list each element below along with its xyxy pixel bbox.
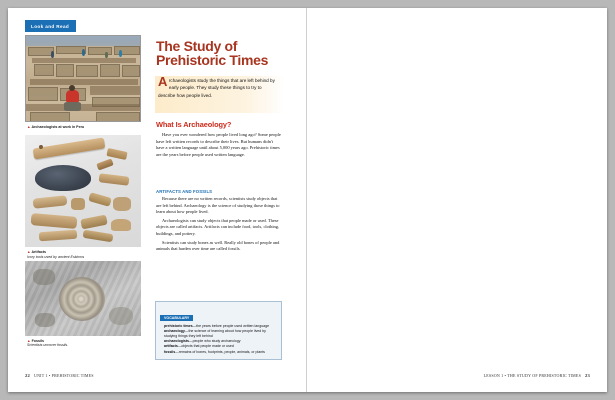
photo-archaeologists-peru bbox=[25, 35, 141, 122]
page-title: The Study of Prehistoric Times bbox=[156, 38, 269, 69]
paragraph: Because there are no written records, scientists study objects that are left behind. Archaeology is the science of studying those things to learn about how people lived. bbox=[156, 196, 280, 214]
vocabulary-item: artifacts—objects that people made or used bbox=[164, 344, 234, 349]
footer-text: LESSON 1 • THE STUDY OF PREHISTORIC TIMES bbox=[483, 373, 581, 378]
body-column-left-2 bbox=[156, 196, 282, 255]
caption-artifacts-photo: ▲ Artifacts Ivory tools used by ancient Eskimos bbox=[27, 250, 85, 259]
intro-body: rchaeologists study the things that are left behind by early people. They study these things to try to describe how people lived. bbox=[158, 78, 275, 98]
intro-paragraph bbox=[158, 74, 280, 99]
paragraph: Scientists can study bones as well. Really old bones of people and animals that harden over time are called fossils. bbox=[156, 239, 280, 252]
page-number: 22 bbox=[25, 373, 30, 378]
vocabulary-item: fossils—remains of bones, footprints, people, animals, or plants bbox=[164, 349, 265, 354]
drop-cap: A bbox=[158, 74, 168, 89]
paragraph: Archaeologists can study objects that people made or used. These objects are called artifacts. Artifacts can include food, tools, clothing, buildings, and pottery. bbox=[156, 217, 280, 236]
footer-right-page bbox=[484, 373, 590, 378]
caption-fossils-photo: ▲ Fossils Scientists uncover fossils. bbox=[27, 339, 69, 347]
look-and-read-tab: Look and Read bbox=[25, 20, 76, 32]
left-page bbox=[8, 8, 307, 392]
caption-marker-icon: ▲ bbox=[27, 339, 31, 343]
caption-peru-photo: ▲ Archaeologists at work in Peru bbox=[27, 125, 85, 129]
vocabulary-title: VOCABULARY bbox=[160, 315, 193, 321]
footer-text: UNIT 1 • PREHISTORIC TIMES bbox=[34, 373, 94, 378]
vocabulary-item: archaeologists—people who study archaeology bbox=[164, 339, 241, 344]
vocabulary-list bbox=[160, 324, 277, 354]
page-number: 23 bbox=[585, 373, 590, 378]
book-spread bbox=[8, 8, 607, 392]
vocabulary-box bbox=[155, 301, 282, 360]
section-heading-what-is-archaeology: What Is Archaeology? bbox=[156, 120, 232, 129]
caption-marker-icon: ▲ bbox=[27, 125, 31, 129]
subheading-artifacts-and-fossils: ARTIFACTS AND FOSSILS bbox=[156, 189, 213, 194]
footer-left-page bbox=[25, 373, 94, 378]
paragraph: Have you ever wondered how people lived long ago? Some people have left written records to describe their lives. But humans didn't have a written language until about 5,000 years ago. Prehistoric times are the years before people used written language. bbox=[156, 132, 281, 157]
vocabulary-item: archaeology—the science of learning about how people lived by studying things they left behind bbox=[164, 329, 266, 338]
photo-artifacts bbox=[25, 135, 141, 247]
photo-fossils bbox=[25, 261, 141, 336]
caption-marker-icon: ▲ bbox=[27, 250, 31, 254]
right-page bbox=[307, 8, 607, 392]
vocabulary-item: prehistoric times—the years before people used written language bbox=[164, 324, 270, 328]
body-column-left-1 bbox=[156, 132, 282, 160]
